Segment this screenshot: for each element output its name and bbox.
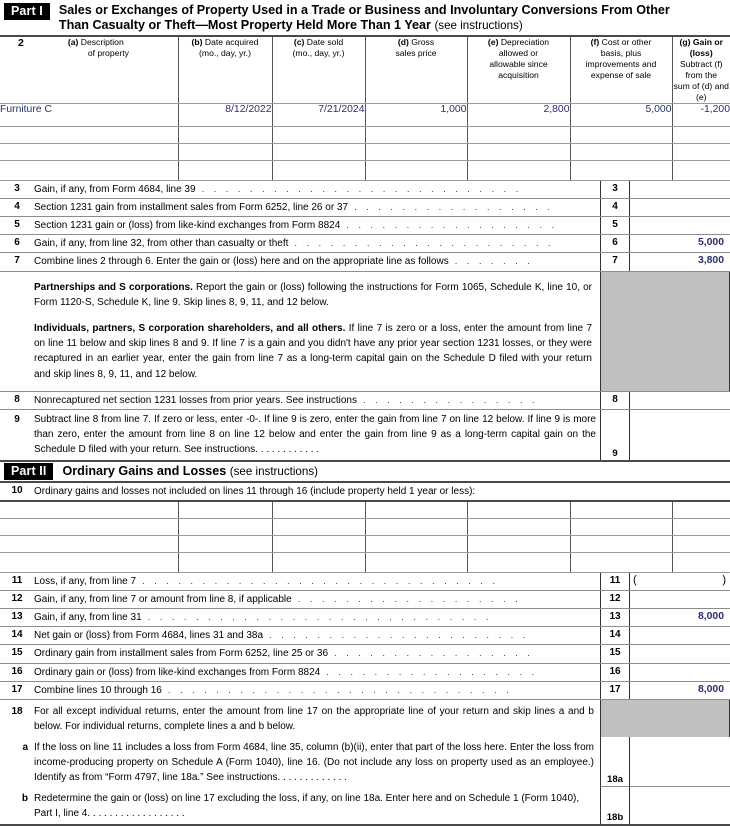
- col-g-l1: Subtract (f) from the: [679, 58, 723, 80]
- cell-description[interactable]: [0, 518, 178, 535]
- form-line-5: [0, 217, 730, 235]
- cell-description[interactable]: [0, 552, 178, 572]
- col-e-l4: acquisition: [498, 69, 539, 80]
- dot-leader: . . . . . . . . . . . . . . . . . . . . . . . . . . . . .: [147, 611, 492, 623]
- dot-leader: . . . . . . .: [454, 256, 534, 268]
- cell-gain-loss[interactable]: [672, 126, 730, 143]
- table-row[interactable]: [0, 126, 730, 143]
- col-header-a: [0, 36, 178, 104]
- cell-gain-loss[interactable]: [672, 535, 730, 552]
- table-row[interactable]: [0, 160, 730, 180]
- line-18b-side: [600, 787, 730, 824]
- cell-gross-sales-price[interactable]: [365, 501, 467, 518]
- cell-depreciation[interactable]: [467, 518, 570, 535]
- part1-title-line2: Than Casualty or Theft—Most Property Held More Than 1 Year: [58, 17, 431, 32]
- part1-badge: Part I: [4, 3, 50, 20]
- cell-depreciation[interactable]: [467, 160, 570, 180]
- form-line-13: [0, 609, 730, 627]
- col-b-l2: (mo., day, yr.): [199, 47, 251, 58]
- col-f-l4: expense of sale: [590, 69, 652, 80]
- cell-gross-sales-price[interactable]: [365, 518, 467, 535]
- line-15-number: 15: [11, 647, 23, 659]
- dot-leader: . . . . . . . . . . . . . . . . . .: [346, 220, 558, 232]
- part2-header: [0, 462, 730, 481]
- col-c-l2: (mo., day, yr.): [292, 47, 345, 58]
- line-7-box-number: 7: [600, 253, 630, 270]
- part1-table-header-row: [0, 36, 730, 104]
- part1-instruction-block: [0, 272, 730, 391]
- cell-gain-loss[interactable]: [672, 160, 730, 180]
- line-4-label: Section 1231 gain from installment sales from Form 6252, line 26 or 37 . . . . . . . . . . . . . . . . .: [34, 201, 554, 213]
- part2-title: Ordinary Gains and Losses: [62, 463, 227, 478]
- table-row[interactable]: [0, 518, 730, 535]
- line-5-number: 5: [14, 219, 20, 231]
- form-line-6: [0, 235, 730, 253]
- form-line-9: [0, 410, 730, 460]
- form-line-18: [0, 700, 730, 737]
- line-16-box-number: 16: [600, 664, 630, 681]
- part1-instruction-paragraphs: [0, 272, 600, 391]
- line-5-label: Section 1231 gain or (loss) from like-kind exchanges from Form 8824 . . . . . . . . . . . . . . . . . .: [34, 220, 558, 232]
- line-15-label: Ordinary gain from installment sales from Form 6252, line 25 or 36 . . . . . . . . . . . . . . . . .: [34, 648, 534, 660]
- part2-lines-11-17: [0, 573, 730, 700]
- cell-cost-basis[interactable]: 5,000: [570, 103, 672, 126]
- cell-cost-basis[interactable]: [570, 126, 672, 143]
- line-13-number: 13: [11, 610, 23, 622]
- line-7-label: Combine lines 2 through 6. Enter the gain or (loss) here and on the appropriate line as follows . . . . . . .: [34, 256, 534, 268]
- cell-depreciation[interactable]: [467, 501, 570, 518]
- line-9-label: 9 Subtract line 8 from line 7. If zero or less, enter -0-. If line 9 is zero, enter the gain from line 7 on line 12 below. If line 9 is more than zero, enter the amount from line 8 on line 12 below and enter the gain from line 9 as a long-term capital gain on the Schedule D filed with your return. See instructions. . . . . . . . . . . .: [0, 410, 600, 460]
- line-18a-value[interactable]: [630, 737, 730, 787]
- dot-leader: . . . . . . . . . . . . . . . . .: [354, 201, 554, 213]
- line-11-number: 11: [11, 574, 23, 586]
- cell-date-sold[interactable]: [272, 160, 365, 180]
- line-11-label: Loss, if any, from line 7 . . . . . . . . . . . . . . . . . . . . . . . . . . . . . .: [34, 575, 499, 587]
- form-line-18b: [0, 787, 730, 826]
- cell-gain-loss[interactable]: [672, 501, 730, 518]
- cell-depreciation[interactable]: [467, 143, 570, 160]
- col-f-label: (f): [590, 36, 600, 47]
- line-10-label: Ordinary gains and losses not included on lines 11 through 16 (include property held 1 year or less):: [34, 485, 476, 497]
- cell-description[interactable]: [0, 126, 178, 143]
- line-18-number: 18: [11, 705, 23, 717]
- cell-cost-basis[interactable]: [570, 501, 672, 518]
- cell-gross-sales-price[interactable]: [365, 143, 467, 160]
- dot-leader: . . . . . . . . . . . . . . . . . .: [326, 666, 538, 678]
- table-row[interactable]: [0, 535, 730, 552]
- form-line-14: [0, 627, 730, 645]
- cell-gross-sales-price[interactable]: [365, 552, 467, 572]
- col-e-label: (e): [487, 36, 499, 47]
- paragraph-individuals-lead: Individuals, partners, S corporation shareholders, and all others.: [34, 323, 346, 335]
- form-line-16: [0, 664, 730, 682]
- cell-gross-sales-price[interactable]: [365, 126, 467, 143]
- part1-property-table: [0, 35, 730, 181]
- col-f-l2: basis, plus: [600, 47, 642, 58]
- line-3-label: Gain, if any, from Form 4684, line 39 . . . . . . . . . . . . . . . . . . . . . . . . . . .: [34, 183, 522, 195]
- line-9-value[interactable]: [630, 410, 730, 460]
- line-18b-label: b Redetermine the gain or (loss) on line 17 excluding the loss, if any, on line 18a. Enter here and on Schedule 1 (Form 1040), Part I, line 4. . . . . . . . . . . . . . . . . .: [0, 787, 600, 824]
- line-7-number: 7: [14, 255, 20, 267]
- cell-date-sold[interactable]: [272, 552, 365, 572]
- line-18b-value[interactable]: [630, 787, 730, 824]
- cell-date-acquired[interactable]: [178, 160, 272, 180]
- form-line-17: [0, 682, 730, 700]
- cell-cost-basis[interactable]: [570, 535, 672, 552]
- cell-gross-sales-price[interactable]: 1,000: [365, 103, 467, 126]
- line-12-number: 12: [11, 592, 23, 604]
- cell-cost-basis[interactable]: [570, 143, 672, 160]
- part1-line-8-wrap: [0, 391, 730, 410]
- part1-title-line1: Sales or Exchanges of Property Used in a Trade or Business and Involuntary Conversions From Other: [58, 3, 670, 17]
- cell-date-sold[interactable]: [272, 126, 365, 143]
- col-b-l1: Date acquired: [204, 36, 259, 47]
- shaded-area-part1: [600, 272, 730, 391]
- cell-date-acquired[interactable]: [178, 535, 272, 552]
- cell-description[interactable]: [0, 535, 178, 552]
- line-6-label: Gain, if any, from line 32, from other than casualty or theft . . . . . . . . . . . . . . . . . . . . . .: [34, 238, 555, 250]
- cell-description[interactable]: Furniture C: [0, 103, 178, 126]
- line-4-value[interactable]: [630, 199, 730, 216]
- line-12-value[interactable]: [630, 591, 730, 608]
- col-d-l2: sales price: [395, 47, 437, 58]
- dot-leader: . . . . . . . . . . . . . . . . . . . . . .: [294, 238, 555, 250]
- line-14-value[interactable]: [630, 627, 730, 644]
- dot-leader: . . . . . . . . . . . . .: [277, 772, 347, 784]
- dot-leader: . . . . . . . . . . . . . . . . . . .: [297, 593, 522, 605]
- cell-description[interactable]: [0, 160, 178, 180]
- cell-cost-basis[interactable]: [570, 552, 672, 572]
- table-row[interactable]: [0, 143, 730, 160]
- dot-leader: . . . . . . . . . . . .: [255, 444, 320, 456]
- part1-line-number-2: 2: [18, 36, 24, 49]
- line-9-side: [600, 410, 730, 460]
- line-13-label: Gain, if any, from line 31 . . . . . . . . . . . . . . . . . . . . . . . . . . . . .: [34, 611, 492, 623]
- col-c-label: (c): [293, 36, 305, 47]
- col-f-l1: Cost or other: [601, 36, 652, 47]
- dot-leader: . . . . . . . . . . . . . . . . . .: [87, 808, 185, 820]
- part2-property-table: [0, 500, 730, 573]
- line-16-label: Ordinary gain or (loss) from like-kind exchanges from Form 8824 . . . . . . . . . . . . . . . . . .: [34, 666, 538, 678]
- cell-date-acquired[interactable]: [178, 501, 272, 518]
- part1-header: [0, 0, 730, 35]
- line-9-box-number: 9: [600, 410, 630, 460]
- paragraph-partnerships-body: Report the gain or (loss) following the instructions for Form 1065, Schedule K, line 10, or Form 1120-S, Schedule K, line 9. Skip lines 8, 9, 11, and 12 below.: [34, 281, 593, 308]
- line-15-value[interactable]: [630, 645, 730, 662]
- dot-leader: . . . . . . . . . . . . . . .: [362, 394, 539, 406]
- form-line-11: [0, 573, 730, 591]
- line-3-value[interactable]: [630, 181, 730, 198]
- col-header-c: [272, 36, 365, 104]
- dot-leader: . . . . . . . . . . . . . . . . . . . . . . . . . . . . .: [167, 684, 513, 696]
- line-5-box-number: 5: [600, 217, 630, 234]
- line-9-number: 9: [14, 413, 20, 425]
- col-e-l2: allowed or: [498, 47, 539, 58]
- cell-gain-loss[interactable]: [672, 552, 730, 572]
- cell-date-acquired[interactable]: 8/12/2022: [178, 103, 272, 126]
- line-17-value[interactable]: 8,000: [697, 683, 724, 695]
- col-a-l1: Description: [80, 36, 124, 47]
- col-a-l2: of property: [87, 47, 129, 58]
- dot-leader: . . . . . . . . . . . . . . . . .: [334, 648, 534, 660]
- col-header-f: [570, 36, 672, 104]
- col-header-d: [365, 36, 467, 104]
- cell-date-sold[interactable]: [272, 535, 365, 552]
- line-18a-side: [600, 737, 730, 787]
- line-14-number: 14: [11, 629, 23, 641]
- dot-leader: . . . . . . . . . . . . . . . . . . . . . .: [269, 630, 529, 642]
- cell-depreciation[interactable]: [467, 552, 570, 572]
- cell-date-sold[interactable]: [272, 501, 365, 518]
- col-d-label: (d): [397, 36, 409, 47]
- line-6-value[interactable]: 5,000: [697, 237, 724, 249]
- line-18a-box-number: 18a: [600, 737, 630, 787]
- line-6-number: 6: [14, 237, 20, 249]
- cell-description[interactable]: [0, 501, 178, 518]
- line-14-box-number: 14: [600, 627, 630, 644]
- line-16-value[interactable]: [630, 664, 730, 681]
- line-11-value[interactable]: [630, 573, 730, 590]
- cell-cost-basis[interactable]: [570, 160, 672, 180]
- line-8-value[interactable]: [630, 392, 730, 409]
- line-8-box-number: 8: [600, 392, 630, 409]
- line-17-label: Combine lines 10 through 16 . . . . . . . . . . . . . . . . . . . . . . . . . . . . .: [34, 684, 513, 696]
- line-18b-letter: b: [21, 793, 28, 805]
- col-header-b: [178, 36, 272, 104]
- col-c-l1: Date sold: [306, 36, 344, 47]
- part1-title-note: (see instructions): [434, 18, 523, 32]
- dot-leader: . . . . . . . . . . . . . . . . . . . . . . . . . . . . . .: [142, 575, 499, 587]
- part2-badge: Part II: [4, 463, 53, 480]
- cell-depreciation[interactable]: [467, 126, 570, 143]
- col-e-l3: allowable since: [489, 58, 548, 69]
- col-header-g: [672, 36, 730, 104]
- paragraph-partnerships-lead: Partnerships and S corporations.: [34, 281, 193, 293]
- line-18b-box-number: 18b: [600, 787, 630, 824]
- cell-date-acquired[interactable]: [178, 518, 272, 535]
- line-12-label: Gain, if any, from line 7 or amount from line 8, if applicable . . . . . . . . . . . . . . . . . . .: [34, 593, 522, 605]
- col-g-l2: sum of (d) and (e): [673, 80, 729, 102]
- line-4-number: 4: [14, 200, 20, 212]
- cell-gross-sales-price[interactable]: [365, 535, 467, 552]
- line-7-value[interactable]: 3,800: [697, 255, 724, 267]
- line-17-number: 17: [11, 683, 23, 695]
- part1-title: [59, 3, 730, 33]
- cell-date-sold[interactable]: [272, 518, 365, 535]
- line-18a-label: a If the loss on line 11 includes a loss from Form 4684, line 35, column (b)(ii), enter that part of the loss here. Enter the loss from income-producing property on Schedule A (Form 1040), line 16. (Do not include any loss on property used as an employee.) Identify as from “Form 4797, line 18a.” See instructions. . . . . . . . . . . . .: [0, 737, 600, 787]
- dot-leader: . . . . . . . . . . . . . . . . . . . . . . . . . . .: [201, 183, 522, 195]
- part1-lines-3-7: [0, 181, 730, 272]
- paragraph-individuals: [34, 321, 592, 382]
- line-8-number: 8: [14, 393, 20, 405]
- cell-date-acquired[interactable]: [178, 552, 272, 572]
- col-b-label: (b): [191, 36, 203, 47]
- table-row[interactable]: [0, 552, 730, 572]
- col-f-l3: improvements and: [585, 58, 657, 69]
- line-18-label: 18 For all except individual returns, enter the amount from line 17 on the appropriate line of your return and skip lines a and b below. For individual returns, complete lines a and b below.: [0, 700, 600, 737]
- paren-close: ): [722, 573, 726, 586]
- form-line-7: [0, 253, 730, 271]
- line-11-box-number: 11: [600, 573, 630, 590]
- cell-gain-loss[interactable]: -1,200: [672, 103, 730, 126]
- table-row[interactable]: [0, 103, 730, 126]
- cell-date-sold[interactable]: [272, 143, 365, 160]
- part2-title-note: (see instructions): [229, 464, 318, 478]
- col-e-l1: Depreciation: [500, 36, 550, 47]
- paren-open: (: [633, 573, 637, 586]
- line-18a-letter: a: [22, 742, 28, 754]
- line-5-value[interactable]: [630, 217, 730, 234]
- line-6-box-number: 6: [600, 235, 630, 252]
- cell-date-sold[interactable]: 7/21/2024: [272, 103, 365, 126]
- line-13-value[interactable]: 8,000: [697, 610, 724, 622]
- cell-depreciation[interactable]: [467, 535, 570, 552]
- paragraph-individuals-body: If line 7 is zero or a loss, enter the amount from line 7 on line 11 below and skip lines 8 and 9. If line 7 is a gain and you didn't have any prior year section 1231 losses, or they were recaptured in an earlier year, enter the gain from line 7 as a long-term capital gain on the Schedule D filed with your return and skip lines 8, 9, 11, and 12 below.: [34, 323, 593, 380]
- form-line-3: [0, 181, 730, 199]
- cell-date-acquired[interactable]: [178, 126, 272, 143]
- cell-description[interactable]: [0, 143, 178, 160]
- line-8-label: Nonrecaptured net section 1231 losses from prior years. See instructions . . . . . . . . . . . . . . .: [34, 394, 539, 406]
- line-13-box-number: 13: [600, 609, 630, 626]
- form-line-8: [0, 391, 730, 410]
- cell-cost-basis[interactable]: [570, 518, 672, 535]
- line-10-number: 10: [11, 484, 23, 496]
- line-12-box-number: 12: [600, 591, 630, 608]
- table-row[interactable]: [0, 501, 730, 518]
- shaded-area-line18: [600, 700, 730, 737]
- line-3-number: 3: [14, 182, 20, 194]
- part2-title-wrap: [62, 464, 730, 479]
- col-a-label: (a): [67, 36, 79, 47]
- form-line-18a: [0, 737, 730, 787]
- line-4-box-number: 4: [600, 199, 630, 216]
- line-16-number: 16: [11, 665, 23, 677]
- col-g-label: (g) Gain or (loss): [679, 36, 723, 58]
- line-14-label: Net gain or (loss) from Form 4684, lines 31 and 38a . . . . . . . . . . . . . . . . . . . . . .: [34, 630, 529, 642]
- col-header-e: [467, 36, 570, 104]
- line-15-box-number: 15: [600, 645, 630, 662]
- col-d-l1: Gross: [411, 36, 435, 47]
- cell-gross-sales-price[interactable]: [365, 160, 467, 180]
- form-line-4: [0, 199, 730, 217]
- line-3-box-number: 3: [600, 181, 630, 198]
- cell-gain-loss[interactable]: [672, 518, 730, 535]
- cell-depreciation[interactable]: 2,800: [467, 103, 570, 126]
- form-line-12: [0, 591, 730, 609]
- paragraph-partnerships: [34, 280, 592, 310]
- line-17-box-number: 17: [600, 682, 630, 699]
- form-line-10: [0, 483, 730, 500]
- cell-date-acquired[interactable]: [178, 143, 272, 160]
- form-line-15: [0, 645, 730, 663]
- cell-gain-loss[interactable]: [672, 143, 730, 160]
